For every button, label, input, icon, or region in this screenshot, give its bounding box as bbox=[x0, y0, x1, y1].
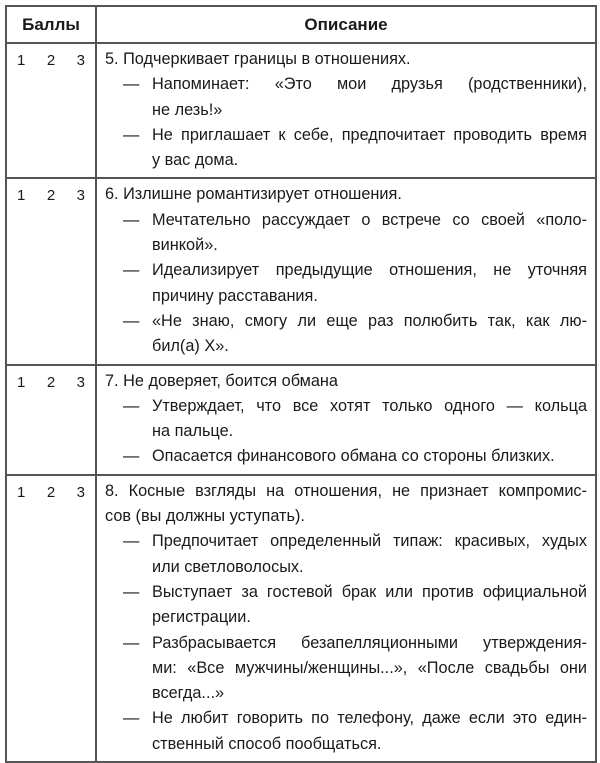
dash-bullet: — bbox=[123, 210, 140, 229]
score-option[interactable]: 2 bbox=[46, 52, 56, 69]
dash-bullet: — bbox=[123, 709, 140, 728]
description-cell bbox=[96, 365, 596, 475]
text-line: Напоминает: «Это мои друзья (родственники), bbox=[152, 75, 587, 94]
text-line: Выступает за гостевой брак или против официальной bbox=[152, 582, 587, 601]
description-cell bbox=[96, 475, 596, 762]
text-line: ственный способ пообщаться. bbox=[152, 734, 382, 753]
text-line: Утверждает, что все хотят только одного — кольца bbox=[152, 396, 587, 415]
criterion-example bbox=[105, 208, 587, 259]
score-options bbox=[7, 366, 95, 395]
score-option[interactable]: 2 bbox=[46, 373, 56, 391]
scores-cell bbox=[6, 475, 96, 762]
score-option[interactable]: 2 bbox=[46, 187, 56, 205]
score-options bbox=[7, 476, 95, 505]
text-line: регистрации. bbox=[152, 608, 251, 627]
text-line: 6. Излишне романтизирует отношения. bbox=[105, 185, 402, 204]
dash-bullet: — bbox=[123, 125, 140, 144]
dash-bullet: — bbox=[123, 633, 140, 652]
text-line: Предпочитает определенный типаж: красивых, худых bbox=[152, 532, 587, 551]
assessment-table bbox=[5, 5, 597, 763]
score-option[interactable]: 1 bbox=[17, 483, 26, 501]
score-option[interactable]: 3 bbox=[76, 373, 85, 391]
score-option[interactable]: 1 bbox=[17, 52, 26, 69]
criterion-example bbox=[105, 580, 587, 631]
description-cell bbox=[96, 43, 596, 178]
text-line: на пальце. bbox=[152, 422, 234, 441]
text-line: у вас дома. bbox=[152, 151, 239, 170]
text-line: 5. Подчеркивает границы в отношениях. bbox=[105, 50, 411, 68]
text-line: винкой». bbox=[152, 236, 218, 255]
text-line: Опасается финансового обмана со стороны близких. bbox=[152, 447, 555, 466]
criterion-title bbox=[105, 479, 587, 530]
text-line: Не приглашает к себе, предпочитает проводить время bbox=[152, 125, 587, 144]
description-cell bbox=[96, 178, 596, 364]
text-line: Идеализирует предыдущие отношения, не уточняя bbox=[152, 261, 587, 280]
table-row bbox=[6, 43, 596, 178]
text-line: всегда...» bbox=[152, 684, 225, 703]
score-option[interactable]: 3 bbox=[76, 187, 85, 205]
score-options bbox=[7, 179, 95, 208]
table-row bbox=[6, 475, 596, 762]
criterion-title bbox=[105, 47, 587, 72]
criterion-example bbox=[105, 529, 587, 580]
criterion-title bbox=[105, 369, 587, 394]
table-row bbox=[6, 178, 596, 364]
score-option[interactable]: 3 bbox=[76, 483, 85, 501]
text-line: не лезь!» bbox=[152, 100, 223, 119]
dash-bullet: — bbox=[123, 396, 140, 415]
dash-bullet: — bbox=[123, 582, 140, 601]
header-description: Описание bbox=[96, 6, 596, 43]
text-line: Мечтательно рассуждает о встрече со своей «поло- bbox=[152, 210, 587, 229]
criterion-title bbox=[105, 182, 587, 207]
criterion-example bbox=[105, 309, 587, 360]
text-line: ми: «Все мужчины/женщины...», «После свадьбы они bbox=[152, 658, 587, 677]
scores-cell bbox=[6, 43, 96, 178]
criterion-example bbox=[105, 394, 587, 445]
score-option[interactable]: 3 bbox=[76, 52, 85, 69]
dash-bullet: — bbox=[123, 261, 140, 280]
scores-cell bbox=[6, 365, 96, 475]
text-line: причину расставания. bbox=[152, 286, 318, 305]
header-row bbox=[6, 6, 596, 43]
text-line: сов (вы должны уступать). bbox=[105, 507, 305, 526]
score-option[interactable]: 2 bbox=[46, 483, 56, 501]
dash-bullet: — bbox=[123, 75, 140, 94]
text-line: Разбрасывается безапелляционными утверждения- bbox=[152, 633, 587, 652]
criterion-example bbox=[105, 631, 587, 707]
table-row bbox=[6, 365, 596, 475]
criterion-example bbox=[105, 258, 587, 309]
score-option[interactable]: 1 bbox=[17, 187, 26, 205]
text-line: бил(а) Х». bbox=[152, 337, 229, 356]
criterion-example bbox=[105, 706, 587, 757]
text-line: 7. Не доверяет, боится обмана bbox=[105, 371, 338, 390]
score-option[interactable]: 1 bbox=[17, 373, 26, 391]
criterion-example bbox=[105, 444, 587, 469]
criterion-example bbox=[105, 123, 587, 174]
text-line: или светловолосых. bbox=[152, 557, 304, 576]
header-scores: Баллы bbox=[6, 6, 96, 43]
score-options bbox=[7, 44, 95, 73]
dash-bullet: — bbox=[123, 447, 140, 466]
dash-bullet: — bbox=[123, 311, 140, 330]
text-line: «Не знаю, смогу ли еще раз полюбить так, как лю- bbox=[152, 311, 587, 330]
text-line: Не любит говорить по телефону, даже если это един- bbox=[152, 709, 587, 728]
scores-cell bbox=[6, 178, 96, 364]
text-line: 8. Косные взгляды на отношения, не признает компромис- bbox=[105, 481, 587, 500]
dash-bullet: — bbox=[123, 532, 140, 551]
criterion-example bbox=[105, 72, 587, 123]
